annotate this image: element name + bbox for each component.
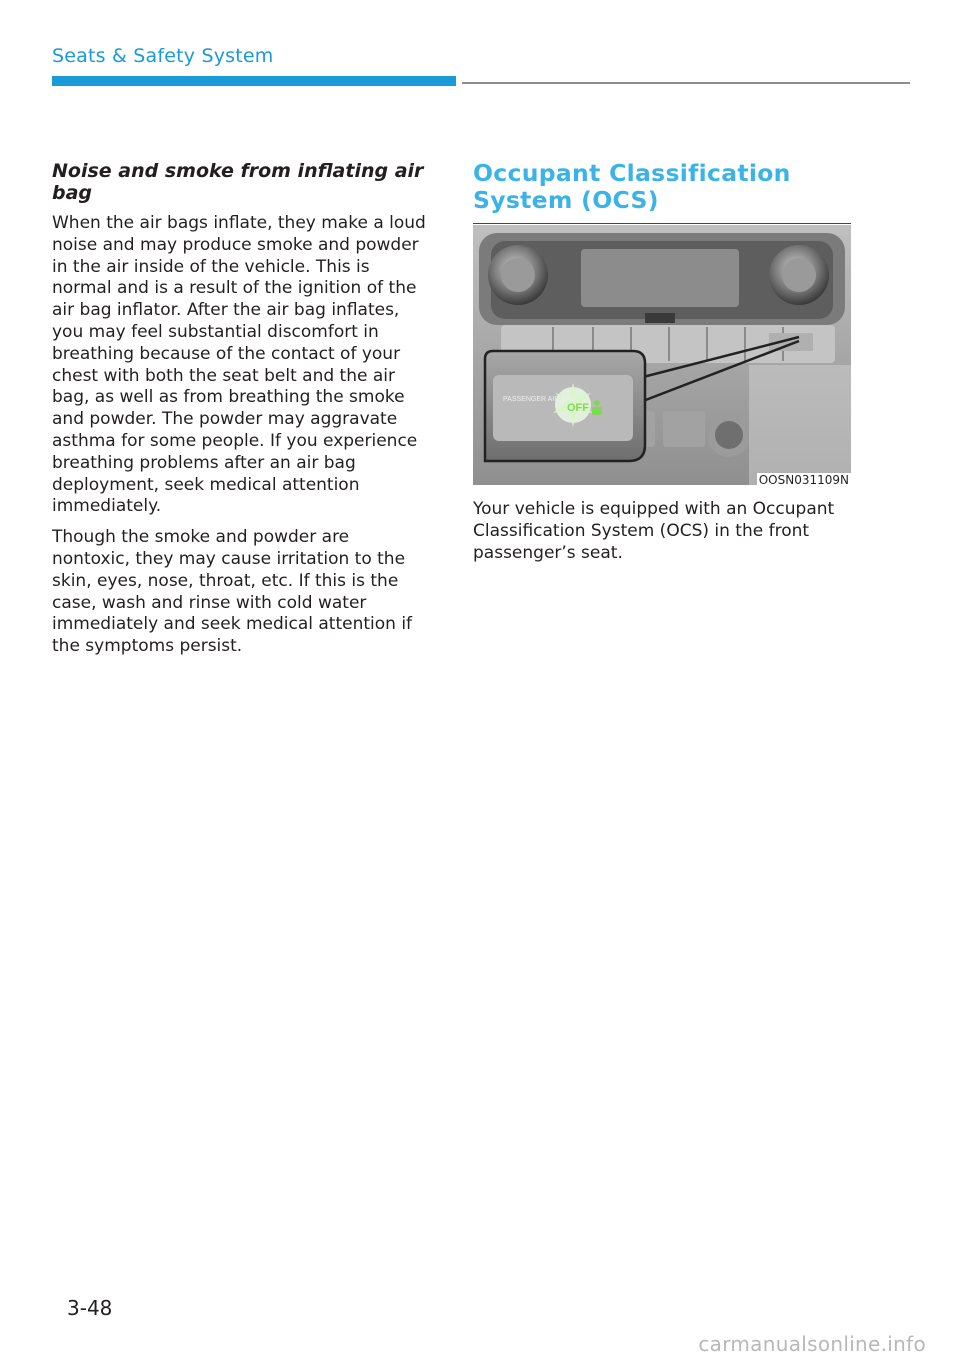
left-column xyxy=(52,160,430,667)
airbag-off-state: OFF xyxy=(567,402,589,414)
paragraph-smoke-powder: Though the smoke and powder are nontoxic, they may cause irritation to the skin, eyes, nose, throat, etc. If this is the case, wash and rinse with cold water immediately and seek medical attention if the symptoms persist. xyxy=(52,527,413,657)
section-title: Seats & Safety System xyxy=(52,45,274,67)
paragraph-ocs-equipped: Your vehicle is equipped with an Occupant Classification System (OCS) in the front passenger’s seat. xyxy=(473,499,835,563)
watermark: carmanualsonline.info xyxy=(698,1332,926,1356)
header-accent-bar xyxy=(52,76,456,86)
header-rule xyxy=(462,82,910,84)
heading-ocs: Occupant Classification System (OCS) xyxy=(473,159,791,214)
subheading-noise-smoke: Noise and smoke from inflating air bag xyxy=(52,160,424,204)
airbag-indicator-label: PASSENGER AIR BAG xyxy=(503,396,577,403)
dashboard-photo-icon xyxy=(473,225,851,485)
figure-code: OOSN031109N xyxy=(758,473,849,487)
ocs-figure xyxy=(473,223,851,487)
figure-top-rule xyxy=(473,223,851,224)
page-number: 3-48 xyxy=(67,1296,113,1320)
right-column xyxy=(473,160,853,573)
paragraph-airbag-inflation: When the air bags inflate, they make a loud noise and may produce smoke and powder in the air inside of the vehicle. This is normal and is a result of the ignition of the air bag inflator. After the air bag inflates, you may feel substantial discomfort in breathing because of the contact of your chest with both the seat belt and the air bag, as well as from breathing the smoke and powder. The powder may aggravate asthma for some people. If you experience breathing problems after an air bag deployment, seek medical attention immediately. xyxy=(52,213,426,517)
